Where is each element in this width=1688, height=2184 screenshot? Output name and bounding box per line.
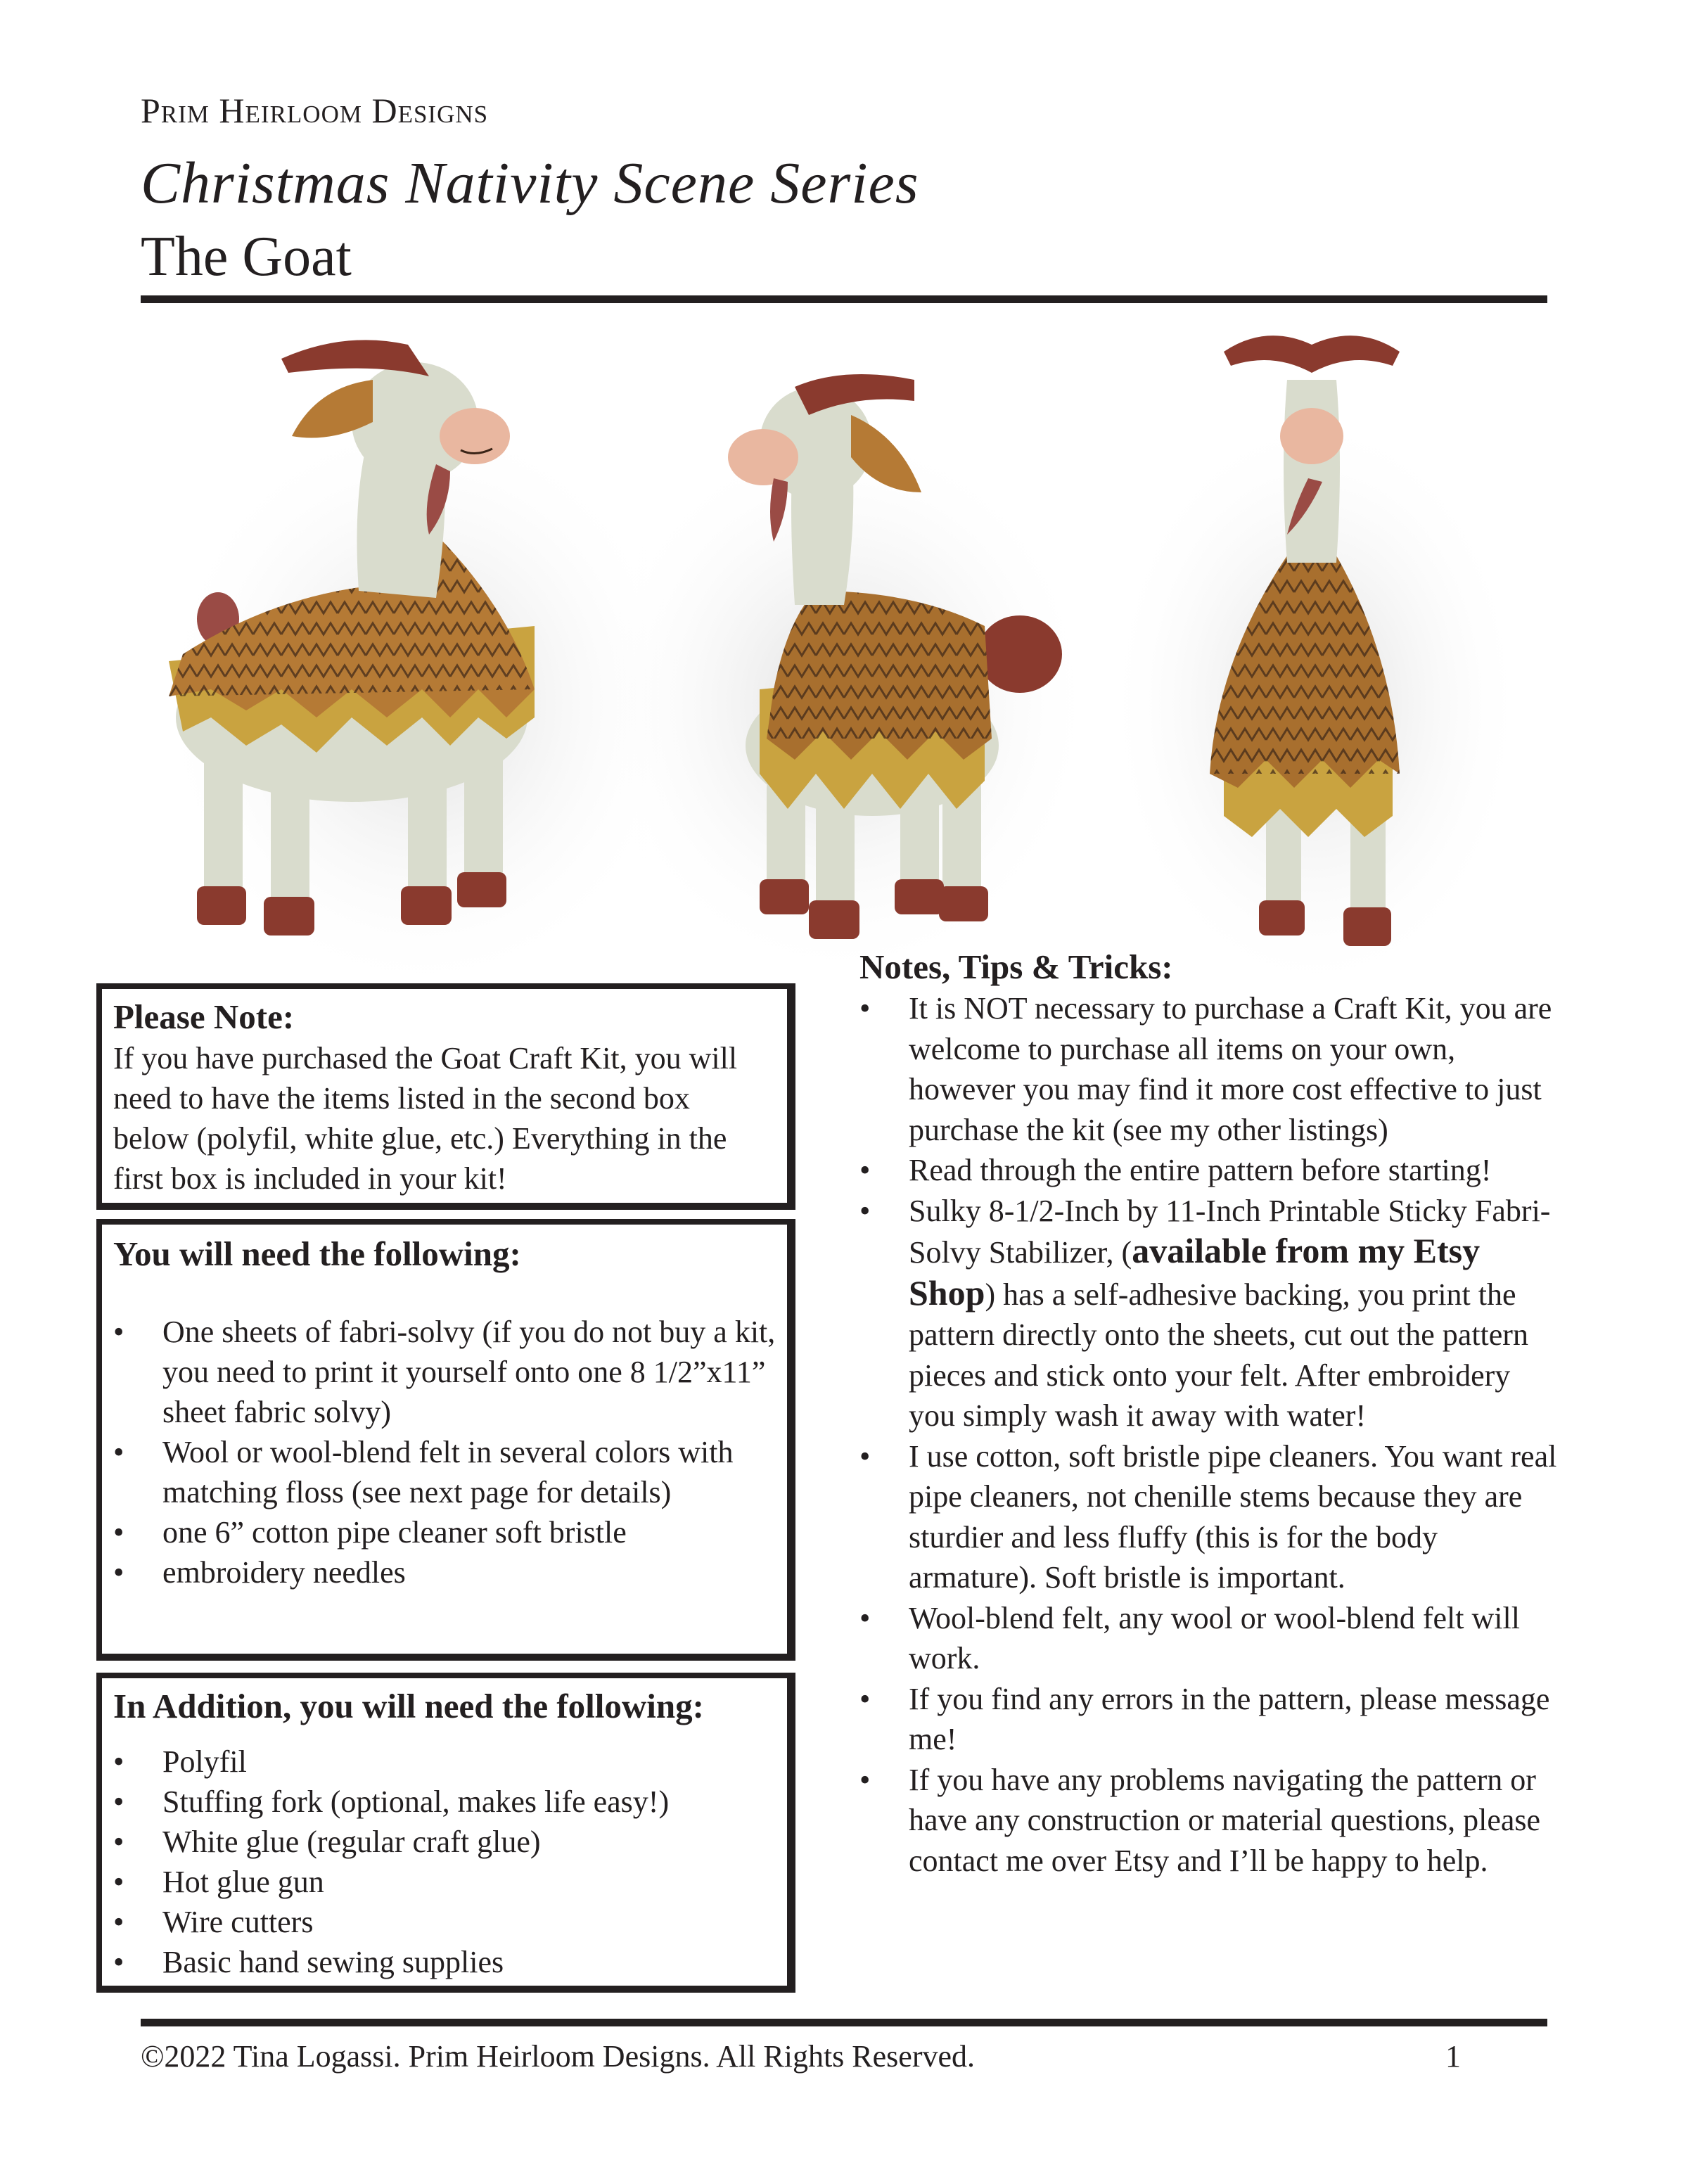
notes-heading: Notes, Tips & Tricks: (859, 947, 1173, 986)
list-item: • Hot glue gun (113, 1862, 776, 1902)
you-will-need-list (113, 1312, 776, 1592)
etsy-shop-emphasis: available from my Etsy Shop (909, 1231, 1481, 1313)
list-item: • one 6” cotton pipe cleaner soft bristle (113, 1512, 776, 1552)
goat-photo-3 (1104, 336, 1526, 978)
goat-photo-2 (591, 374, 1097, 978)
list-item: • Wire cutters (113, 1902, 776, 1942)
please-note-line: If you have purchased the Goat Craft Kit, you will (113, 1041, 738, 1075)
footer-rule (141, 2019, 1547, 2026)
list-item: • Basic hand sewing supplies (113, 1942, 776, 1982)
list-item: • Polyfil (113, 1742, 776, 1782)
brand-name: Prim Heirloom Designs (141, 91, 489, 130)
list-item: • Wool-blend felt, any wool or wool-blend felt will work. (859, 1598, 1563, 1679)
list-item: • Read through the entire pattern before starting! (859, 1150, 1563, 1191)
list-item: • I use cotton, soft bristle pipe cleaners. You want real pipe cleaners, not chenille stems because they are sturdier and less fluffy (this is for the body armature). Soft bristle is important. (859, 1436, 1563, 1598)
goat-photos (141, 324, 1547, 978)
page-title: The Goat (141, 226, 352, 288)
please-note-line: need to have the items listed in the second box (113, 1081, 690, 1116)
list-item: • Wool or wool-blend felt in several colors with matching floss (see next page for details) (113, 1432, 776, 1512)
list-item: • If you have any problems navigating the pattern or have any construction or material questions, please contact me over Etsy and I’ll be happy to help. (859, 1760, 1563, 1882)
header-rule (141, 295, 1547, 303)
list-item (859, 1191, 1563, 1436)
copyright: ©2022 Tina Logassi. Prim Heirloom Designs. All Rights Reserved. (141, 2039, 976, 2074)
series-title: Christmas Nativity Scene Series (141, 151, 919, 216)
please-note-line: below (polyfil, white glue, etc.) Everything in the (113, 1121, 727, 1156)
list-item: • embroidery needles (113, 1552, 776, 1592)
list-item: • One sheets of fabri-solvy (if you do not buy a kit, you need to print it yourself onto one 8 1/2”x11” sheet fabric solvy) (113, 1312, 776, 1432)
list-item: • Stuffing fork (optional, makes life easy!) (113, 1782, 776, 1822)
list-item: • If you find any errors in the pattern, please message me! (859, 1679, 1563, 1760)
page-number: 1 (1445, 2039, 1461, 2074)
notes-text: Sulky 8-1/2-Inch by 11-Inch Printable Sticky Fabri-Solvy Stabilizer, ( (909, 1193, 1551, 1270)
in-addition-heading: In Addition, you will need the following: (113, 1687, 704, 1725)
please-note-line: first box is included in your kit! (113, 1161, 507, 1196)
please-note-heading: Please Note: (113, 997, 295, 1036)
you-will-need-box (96, 1219, 795, 1661)
please-note-box (96, 983, 795, 1210)
in-addition-list (113, 1742, 776, 1982)
notes-text: ) has a self-adhesive backing, you print the pattern directly onto the sheets, cut out the pattern pieces and stick onto your felt. After embroidery you simply wash it away with water! (909, 1277, 1528, 1433)
notes-section (859, 946, 1563, 1881)
list-item: • It is NOT necessary to purchase a Craft Kit, you are welcome to purchase all items on your own, however you may find it more cost effective to just purchase the kit (see my other listings) (859, 988, 1563, 1150)
in-addition-box (96, 1673, 795, 1993)
notes-list (859, 988, 1563, 1881)
list-item: • White glue (regular craft glue) (113, 1822, 776, 1862)
you-will-need-heading: You will need the following: (113, 1234, 521, 1273)
